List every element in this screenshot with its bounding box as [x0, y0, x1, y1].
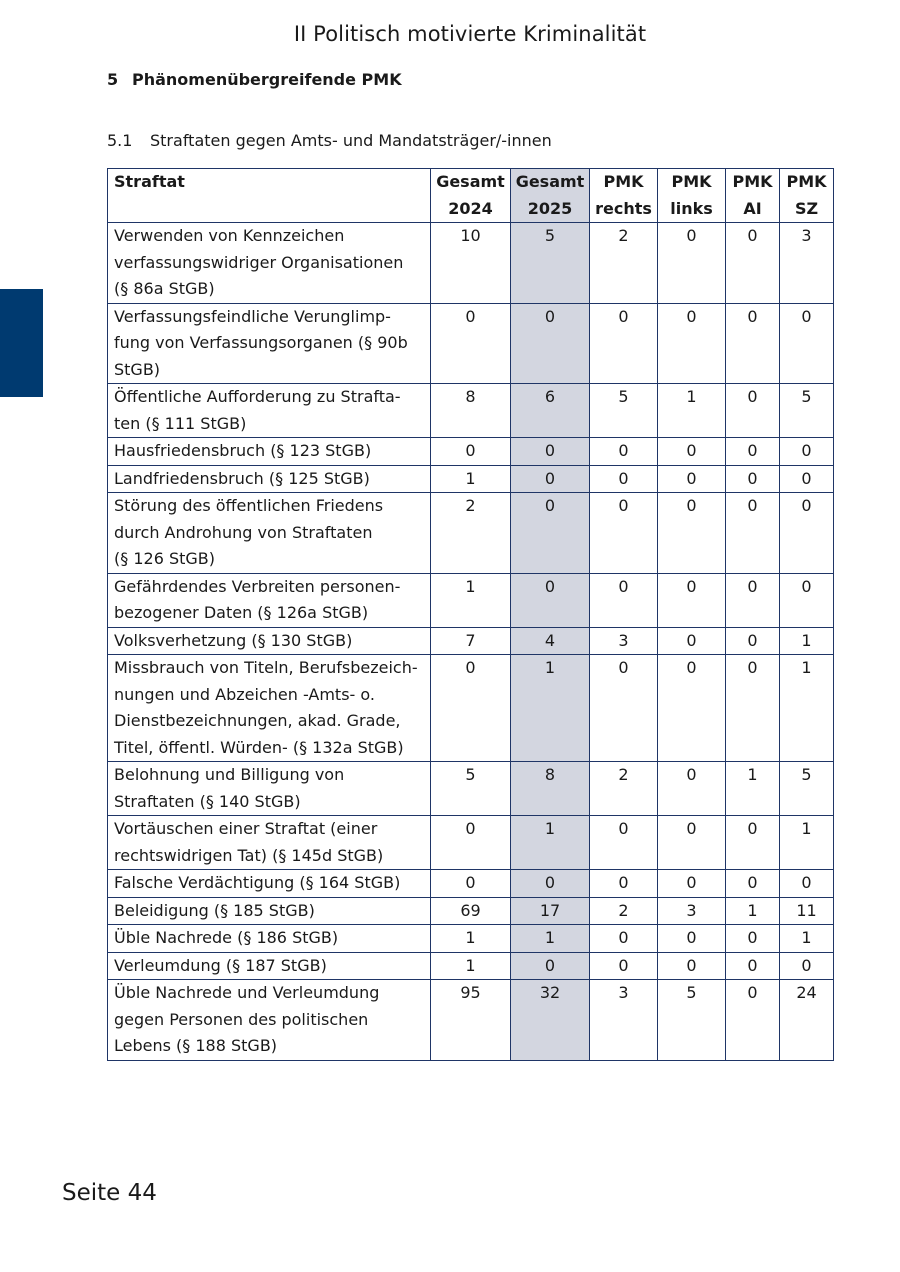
offense-cell [108, 438, 431, 466]
offense-line: Verleumdung (§ 187 StGB) [114, 955, 327, 975]
offense-line: Üble Nachrede (§ 186 StGB) [114, 928, 339, 947]
value-cell: 0 [590, 952, 658, 980]
value-cell: 0 [726, 438, 780, 466]
value-cell: 0 [726, 573, 780, 627]
offense-line: Beleidigung (§ 185 StGB) [114, 900, 315, 920]
value-cell: 5 [511, 223, 590, 304]
offense-cell [108, 223, 431, 304]
value-cell: 2 [590, 762, 658, 816]
offense-line: gegen Personen des politischen [114, 1009, 369, 1029]
column-header-6 [780, 169, 834, 223]
offense-line: Öffentliche Aufforderung zu Strafta- [114, 387, 401, 406]
value-cell: 0 [726, 384, 780, 438]
subsection-number: 5.1 [107, 131, 133, 150]
table-row [108, 980, 834, 1061]
subsection-title: Straftaten gegen Amts- und Mandatsträger/-innen [150, 131, 552, 150]
value-cell: 0 [658, 952, 726, 980]
table-row [108, 438, 834, 466]
value-cell: 0 [658, 223, 726, 304]
table-row [108, 762, 834, 816]
value-cell: 0 [658, 655, 726, 762]
offense-line: Titel, öffentl. Würden- (§ 132a StGB) [114, 737, 404, 757]
value-cell: 3 [780, 223, 834, 304]
value-cell: 0 [658, 303, 726, 384]
offense-cell [108, 465, 431, 493]
value-cell: 1 [780, 816, 834, 870]
column-header-line1: Straftat [114, 172, 185, 191]
value-cell: 0 [726, 816, 780, 870]
page-number [62, 1180, 157, 1206]
value-cell: 0 [658, 925, 726, 953]
offense-line: rechtswidrigen Tat) (§ 145d StGB) [114, 845, 384, 865]
page-label: Seite [62, 1180, 121, 1206]
value-cell: 2 [431, 493, 511, 574]
column-header-3 [590, 169, 658, 223]
value-cell: 0 [780, 573, 834, 627]
value-cell: 7 [431, 627, 511, 655]
column-header-line2: 2025 [527, 198, 573, 218]
column-header-line2: links [670, 198, 713, 218]
offense-line: Missbrauch von Titeln, Berufsbezeich- [114, 658, 418, 677]
value-cell: 0 [590, 870, 658, 898]
offense-line: Verfassungsfeindliche Verunglimp- [114, 306, 391, 326]
offense-cell [108, 980, 431, 1061]
value-cell: 1 [658, 384, 726, 438]
value-cell: 10 [431, 223, 511, 304]
section-number: 5 [107, 70, 119, 89]
value-cell: 0 [511, 493, 590, 574]
offense-line: StGB) [114, 359, 161, 379]
value-cell: 0 [780, 870, 834, 898]
section-title: Phänomenübergreifende PMK [132, 70, 402, 89]
column-header-5 [726, 169, 780, 223]
value-cell: 1 [511, 655, 590, 762]
value-cell: 8 [431, 384, 511, 438]
value-cell: 0 [590, 465, 658, 493]
offense-line: Lebens (§ 188 StGB) [114, 1036, 278, 1055]
value-cell: 11 [780, 897, 834, 925]
value-cell: 17 [511, 897, 590, 925]
column-header-line1: PMK [603, 172, 644, 191]
value-cell: 0 [726, 627, 780, 655]
offense-line: (§ 86a StGB) [114, 279, 215, 298]
offense-cell [108, 816, 431, 870]
value-cell: 1 [511, 925, 590, 953]
value-cell: 0 [590, 925, 658, 953]
offense-cell [108, 573, 431, 627]
value-cell: 1 [431, 925, 511, 953]
offense-line: bezogener Daten (§ 126a StGB) [114, 603, 369, 622]
offense-cell [108, 493, 431, 574]
value-cell: 2 [590, 897, 658, 925]
offense-line: Falsche Verdächtigung (§ 164 StGB) [114, 873, 401, 892]
value-cell: 1 [511, 816, 590, 870]
table-row [108, 870, 834, 898]
value-cell: 0 [726, 493, 780, 574]
column-header-line1: Gesamt [515, 172, 585, 191]
value-cell: 6 [511, 384, 590, 438]
section-heading [107, 70, 402, 89]
value-cell: 3 [590, 980, 658, 1061]
value-cell: 0 [726, 223, 780, 304]
offense-line: nungen und Abzeichen -Amts- o. [114, 684, 375, 704]
page-header-title: II Politisch motivierte Kriminalität [293, 22, 647, 46]
offense-line: Vortäuschen einer Straftat (einer [114, 819, 378, 838]
value-cell: 0 [511, 465, 590, 493]
value-cell: 0 [590, 303, 658, 384]
value-cell: 0 [726, 655, 780, 762]
offense-statistics-table [107, 168, 834, 1061]
value-cell: 5 [780, 762, 834, 816]
offense-line: Verwenden von Kennzeichen [114, 226, 345, 245]
column-header-line2: AI [743, 198, 762, 218]
offense-line: Üble Nachrede und Verleumdung [114, 983, 380, 1002]
offense-line: fung von Verfassungsorganen (§ 90b [114, 333, 408, 352]
value-cell: 0 [658, 627, 726, 655]
value-cell: 0 [780, 465, 834, 493]
value-cell: 0 [658, 870, 726, 898]
chapter-side-marker [0, 289, 43, 397]
offense-line: Störung des öffentlichen Friedens [114, 496, 384, 515]
table-row [108, 384, 834, 438]
value-cell: 0 [726, 303, 780, 384]
value-cell: 1 [431, 465, 511, 493]
column-header-line2: 2024 [448, 198, 493, 218]
subsection-heading [107, 131, 552, 150]
value-cell: 5 [658, 980, 726, 1061]
column-header-1 [431, 169, 511, 223]
value-cell: 0 [511, 303, 590, 384]
column-header-2 [511, 169, 590, 223]
offense-line: durch Androhung von Straftaten [114, 522, 373, 542]
value-cell: 0 [590, 816, 658, 870]
value-cell: 0 [658, 816, 726, 870]
value-cell: 0 [726, 465, 780, 493]
table-row [108, 627, 834, 655]
value-cell: 0 [726, 952, 780, 980]
value-cell: 0 [780, 438, 834, 466]
column-header-line2: rechts [595, 198, 652, 218]
value-cell: 0 [658, 573, 726, 627]
offense-line: Hausfriedensbruch (§ 123 StGB) [114, 441, 372, 460]
value-cell: 5 [590, 384, 658, 438]
offense-cell [108, 655, 431, 762]
value-cell: 0 [590, 655, 658, 762]
table-row [108, 493, 834, 574]
value-cell: 8 [511, 762, 590, 816]
value-cell: 0 [780, 952, 834, 980]
offense-line: Landfriedensbruch (§ 125 StGB) [114, 468, 370, 488]
offense-line: (§ 126 StGB) [114, 549, 215, 568]
value-cell: 0 [658, 438, 726, 466]
value-cell: 1 [780, 627, 834, 655]
table-row [108, 303, 834, 384]
column-header-line1: PMK [671, 172, 712, 191]
offense-cell [108, 925, 431, 953]
column-header-line1: PMK [732, 172, 773, 191]
table-row [108, 223, 834, 304]
table-row [108, 655, 834, 762]
value-cell: 1 [431, 952, 511, 980]
value-cell: 0 [431, 303, 511, 384]
column-header-line2 [114, 196, 430, 223]
value-cell: 3 [658, 897, 726, 925]
value-cell: 1 [780, 655, 834, 762]
value-cell: 3 [590, 627, 658, 655]
value-cell: 0 [431, 655, 511, 762]
value-cell: 0 [590, 493, 658, 574]
value-cell: 5 [431, 762, 511, 816]
value-cell: 32 [511, 980, 590, 1061]
value-cell: 0 [780, 493, 834, 574]
column-header-line2: SZ [794, 198, 819, 218]
value-cell: 0 [511, 952, 590, 980]
table-body [108, 223, 834, 1061]
table-row [108, 952, 834, 980]
offense-cell [108, 627, 431, 655]
value-cell: 0 [431, 438, 511, 466]
value-cell: 1 [726, 897, 780, 925]
value-cell: 5 [780, 384, 834, 438]
value-cell: 0 [511, 573, 590, 627]
column-header-4 [658, 169, 726, 223]
value-cell: 0 [726, 870, 780, 898]
value-cell: 2 [590, 223, 658, 304]
value-cell: 0 [780, 303, 834, 384]
value-cell: 1 [431, 573, 511, 627]
value-cell: 1 [780, 925, 834, 953]
value-cell: 0 [658, 762, 726, 816]
column-header-offense [108, 169, 431, 223]
offense-line: ten (§ 111 StGB) [114, 413, 247, 433]
value-cell: 0 [511, 870, 590, 898]
value-cell: 0 [431, 870, 511, 898]
offense-cell [108, 303, 431, 384]
offense-line: Belohnung und Billigung von [114, 765, 345, 784]
column-header-line1: PMK [786, 172, 827, 191]
table-row [108, 573, 834, 627]
offense-cell [108, 384, 431, 438]
offense-cell [108, 762, 431, 816]
value-cell: 0 [590, 573, 658, 627]
table-row [108, 465, 834, 493]
value-cell: 0 [590, 438, 658, 466]
offense-line: verfassungswidriger Organisationen [114, 252, 404, 272]
value-cell: 0 [658, 493, 726, 574]
offense-line: Straftaten (§ 140 StGB) [114, 791, 301, 811]
value-cell: 0 [658, 465, 726, 493]
offense-line: Dienstbezeichnungen, akad. Grade, [114, 711, 401, 730]
table-row [108, 897, 834, 925]
value-cell: 4 [511, 627, 590, 655]
offense-cell [108, 952, 431, 980]
value-cell: 24 [780, 980, 834, 1061]
page-number-value: 44 [127, 1180, 157, 1206]
column-header-line1: Gesamt [436, 172, 505, 191]
table-row [108, 925, 834, 953]
value-cell: 0 [726, 925, 780, 953]
value-cell: 69 [431, 897, 511, 925]
offense-line: Volksverhetzung (§ 130 StGB) [114, 630, 353, 650]
value-cell: 95 [431, 980, 511, 1061]
value-cell: 1 [726, 762, 780, 816]
value-cell: 0 [726, 980, 780, 1061]
table-row [108, 816, 834, 870]
value-cell: 0 [431, 816, 511, 870]
table-header-row [108, 169, 834, 223]
offense-cell [108, 897, 431, 925]
offense-cell [108, 870, 431, 898]
value-cell: 0 [511, 438, 590, 466]
offense-line: Gefährdendes Verbreiten personen- [114, 576, 401, 596]
